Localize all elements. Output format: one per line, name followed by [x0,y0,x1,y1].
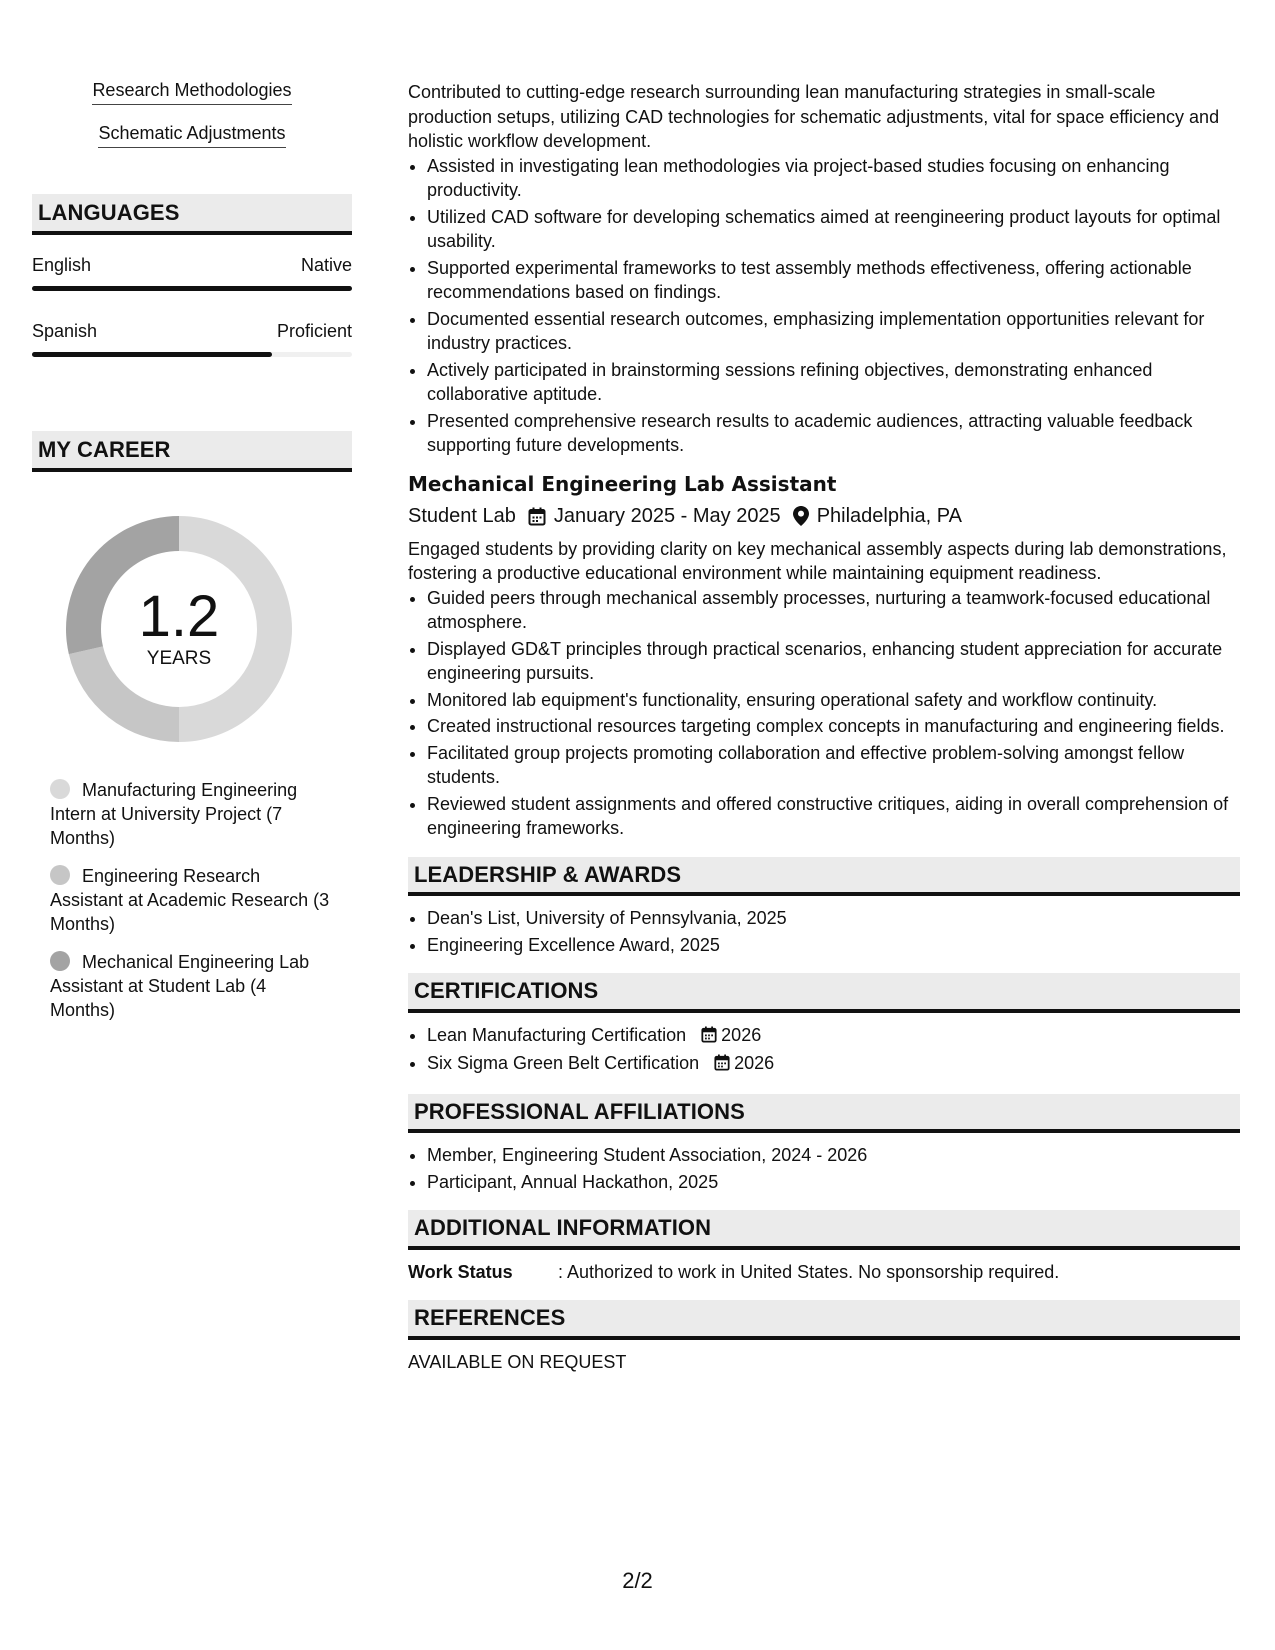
bullet-item: • Supported experimental frameworks to test assembly methods effectiveness, offering actionable recommendations based on findings. [427,256,1240,305]
legend-dot [50,865,70,885]
affiliation-item: • Member, Engineering Student Association, 2024 - 2026 [427,1143,1240,1168]
language-name: Spanish [32,321,98,341]
language-row [32,255,352,291]
certification-year: 2026 [721,1024,762,1045]
calendar-icon [528,507,546,526]
career-total-unit: YEARS [146,648,212,669]
career-legend-item [50,864,330,936]
experience-summary: Contributed to cutting-edge research surrounding lean manufacturing strategies in small-scale production setups, utilizing CAD technologies for schematic adjustments, vital for space efficiency and holistic workflow development. [408,82,1220,151]
language-name: English [32,255,92,275]
certification-item [427,1051,1240,1078]
bullet-item: • Reviewed student assignments and offered constructive critiques, aiding in overall comprehension of engineering frameworks. [427,792,1240,841]
skill-item: Research Methodologies [92,80,291,105]
page-number: 2/2 [622,1568,653,1593]
job-dates: January 2025 - May 2025 [553,505,781,527]
left-column [32,80,352,1036]
language-bar [32,352,352,357]
legend-dot [50,951,70,971]
career-donut-chart [66,516,292,742]
references-text: AVAILABLE ON REQUEST [408,1351,627,1372]
work-status-value: : Authorized to work in United States. No sponsorship required. [558,1261,1060,1282]
career-legend [32,778,352,1022]
bullet-item: • Utilized CAD software for developing schematics aimed at reengineering product layouts for optimal usability. [427,205,1240,254]
certifications-list [408,1023,1240,1078]
awards-list [408,906,1240,957]
language-bar-fill [32,352,272,357]
job-bullets [408,586,1240,841]
experience-bullets [408,154,1240,458]
map-pin-icon [793,506,809,526]
legend-dot [50,779,70,799]
bullet-item: • Assisted in investigating lean methodologies via project-based studies focusing on enhancing productivity. [427,154,1240,203]
calendar-icon [701,1025,717,1050]
bullet-item: • Guided peers through mechanical assembly processes, nurturing a teamwork-focused educational atmosphere. [427,586,1240,635]
career-heading: MY CAREER [32,431,352,472]
calendar-icon [714,1053,730,1078]
certification-item [427,1023,1240,1050]
bullet-item: • Actively participated in brainstorming sessions refining objectives, demonstrating enhanced collaborative aptitude. [427,358,1240,407]
job-summary: Engaged students by providing clarity on key mechanical assembly aspects during lab demonstrations, fostering a productive educational environment while maintaining equipment readiness. [408,538,1227,583]
affiliations-list [408,1143,1240,1194]
legend-label: Manufacturing Engineering Intern at University Project (7 Months) [50,780,298,848]
language-bar [32,286,352,291]
bullet-item: • Created instructional resources targeting complex concepts in manufacturing and engineering fields. [427,714,1240,739]
career-legend-item [50,778,330,850]
certifications-heading: CERTIFICATIONS [408,973,1240,1013]
affiliation-item: • Participant, Annual Hackathon, 2025 [427,1170,1240,1195]
award-item: • Dean's List, University of Pennsylvania, 2025 [427,906,1240,931]
certification-name: Lean Manufacturing Certification [427,1024,687,1045]
skills-list [32,80,352,166]
job-meta [408,504,1240,529]
additional-info-heading: ADDITIONAL INFORMATION [408,1210,1240,1250]
language-row [32,321,352,357]
certification-year: 2026 [734,1053,775,1073]
bullet-item: • Facilitated group projects promoting collaboration and effective problem-solving amongst fellow students. [427,741,1240,790]
certification-name: Six Sigma Green Belt Certification [427,1053,700,1073]
work-status-label: Work Status [408,1261,513,1282]
language-level: Native [300,255,352,275]
career-total-value: 1.2 [138,584,220,649]
language-level: Proficient [276,321,352,341]
job-title: Mechanical Engineering Lab Assistant [408,471,837,496]
language-bar-fill [32,286,352,291]
bullet-item: • Documented essential research outcomes, emphasizing implementation opportunities relevant for industry practices. [427,307,1240,356]
career-legend-item [50,950,330,1022]
references-heading: REFERENCES [408,1300,1240,1340]
awards-heading: LEADERSHIP & AWARDS [408,857,1240,897]
affiliations-heading: PROFESSIONAL AFFILIATIONS [408,1094,1240,1134]
right-column [408,80,1240,1374]
languages-heading: LANGUAGES [32,194,352,235]
job-company: Student Lab [408,505,516,527]
job-location: Philadelphia, PA [816,505,962,527]
work-status-row [408,1260,1240,1285]
bullet-item: • Monitored lab equipment's functionality, ensuring operational safety and workflow continuity. [427,688,1240,713]
bullet-item: • Displayed GD&T principles through practical scenarios, enhancing student appreciation for accurate engineering pursuits. [427,637,1240,686]
legend-label: Mechanical Engineering Lab Assistant at Student Lab (4 Months) [50,952,310,1020]
award-item: • Engineering Excellence Award, 2025 [427,933,1240,958]
skill-item: Schematic Adjustments [98,123,285,148]
bullet-item: • Presented comprehensive research results to academic audiences, attracting valuable feedback supporting future developments. [427,409,1240,458]
legend-label: Engineering Research Assistant at Academic Research (3 Months) [50,866,330,934]
